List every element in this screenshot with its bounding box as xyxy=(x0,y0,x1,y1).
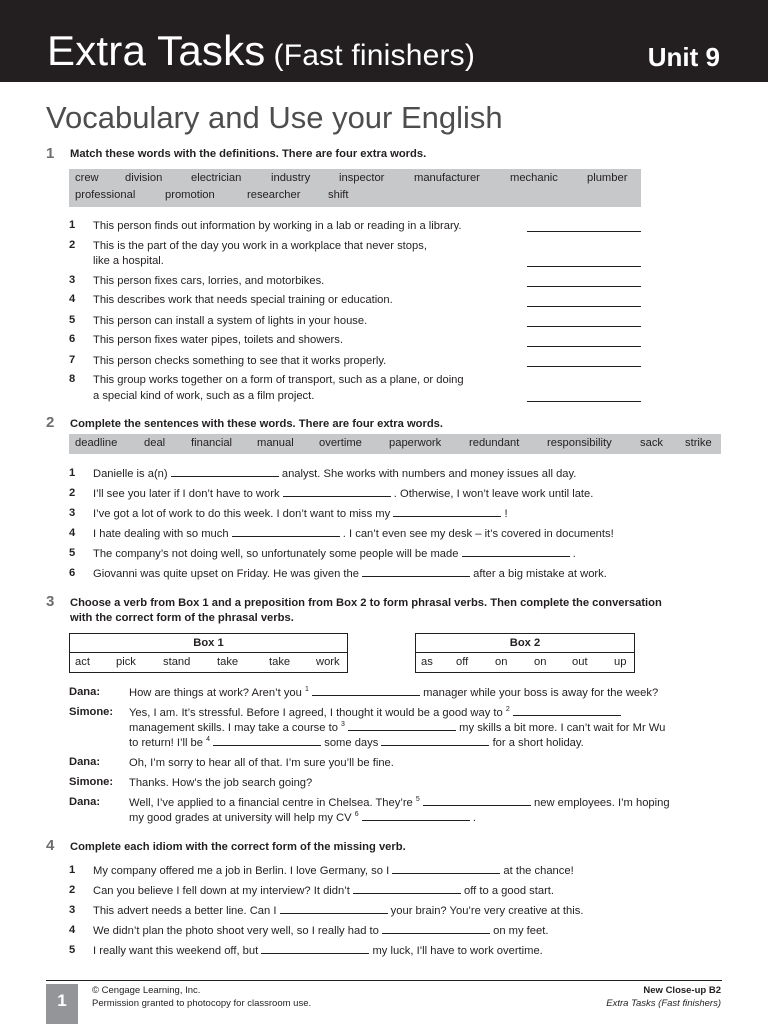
question-number: 6 xyxy=(69,567,76,579)
sentence-end: your brain? You’re very creative at this. xyxy=(390,905,584,917)
answer-line[interactable] xyxy=(527,366,641,367)
word: inspector xyxy=(339,172,385,184)
dialogue-line xyxy=(129,705,621,721)
exercise-2-number: 2 xyxy=(46,414,55,431)
dialogue-text: to return! I’ll be xyxy=(129,737,203,749)
dialogue-line: Thanks. How’s the job search going? xyxy=(129,777,313,789)
footer-book-subtitle: Extra Tasks (Fast finishers) xyxy=(606,998,721,1009)
answer-line[interactable] xyxy=(527,346,641,347)
word: financial xyxy=(191,437,233,449)
question-text: This person finds out information by working in a lab or reading in a library. xyxy=(93,220,462,232)
exercise-1-instruction: Match these words with the definitions. There are four extra words. xyxy=(70,148,427,160)
answer-blank[interactable] xyxy=(171,467,279,477)
box-1 xyxy=(69,633,348,673)
page-header xyxy=(0,0,768,82)
question-text: This person can install a system of lights in your house. xyxy=(93,315,368,327)
sentence xyxy=(93,923,548,939)
sentence-start: I really want this weekend off, but xyxy=(93,945,259,957)
question-number: 1 xyxy=(69,864,76,876)
sentence-end: . Otherwise, I won’t leave work until late. xyxy=(393,488,594,500)
word: overtime xyxy=(319,437,362,449)
box-1-word: act xyxy=(75,656,90,668)
answer-blank[interactable] xyxy=(381,736,489,746)
word: researcher xyxy=(247,189,301,201)
word: electrician xyxy=(191,172,242,184)
question-number: 8 xyxy=(69,373,76,385)
word: plumber xyxy=(587,172,628,184)
sentence-start: I’ll see you later if I don’t have to work xyxy=(93,488,280,500)
sentence-end: . I can’t even see my desk – it’s covered in documents! xyxy=(342,528,614,540)
sentence-end: on my feet. xyxy=(493,925,549,937)
dialogue-text: new employees. I’m hoping xyxy=(534,797,670,809)
sentence-end: off to a good start. xyxy=(464,885,555,897)
answer-blank[interactable] xyxy=(362,811,470,821)
question-number: 5 xyxy=(69,944,76,956)
sentence-start: I hate dealing with so much xyxy=(93,528,229,540)
footer-divider xyxy=(46,980,722,981)
sentence xyxy=(93,526,614,542)
question-number: 3 xyxy=(69,507,76,519)
box-1-word: work xyxy=(316,656,340,668)
box-2-word: on xyxy=(495,656,508,668)
sentence xyxy=(93,943,543,959)
exercise-1-word-box xyxy=(69,169,641,207)
dialogue-text: my good grades at university will help my CV xyxy=(129,812,352,824)
exercise-2-word-box xyxy=(69,434,721,454)
answer-blank[interactable] xyxy=(513,706,621,716)
answer-blank[interactable] xyxy=(353,884,461,894)
question-number: 6 xyxy=(69,333,76,345)
box-2-title: Box 2 xyxy=(416,634,634,653)
answer-blank[interactable] xyxy=(312,686,420,696)
sentence-end: after a big mistake at work. xyxy=(473,568,607,580)
question-number: 2 xyxy=(69,884,76,896)
sentence xyxy=(93,903,583,919)
answer-blank[interactable] xyxy=(392,864,500,874)
sentence-start: My company offered me a job in Berlin. I love Germany, so I xyxy=(93,865,390,877)
answer-blank[interactable] xyxy=(213,736,321,746)
word: manufacturer xyxy=(414,172,480,184)
dialogue-text: some days xyxy=(324,737,379,749)
answer-blank[interactable] xyxy=(280,904,388,914)
answer-blank[interactable] xyxy=(423,796,531,806)
word: division xyxy=(125,172,163,184)
unit-label: Unit 9 xyxy=(647,42,720,72)
answer-blank[interactable] xyxy=(382,924,490,934)
word: professional xyxy=(75,189,136,201)
question-text: like a hospital. xyxy=(93,255,164,267)
box-1-title: Box 1 xyxy=(70,634,347,653)
footer-copyright: © Cengage Learning, Inc. xyxy=(92,985,201,996)
sentence-start: Can you believe I fell down at my interview? It didn’t xyxy=(93,885,350,897)
dialogue-text: management skills. I may take a course to xyxy=(129,722,338,734)
gap-number: 2 xyxy=(505,706,510,713)
answer-line[interactable] xyxy=(527,286,641,287)
footer-book-title: New Close-up B2 xyxy=(643,985,721,996)
box-1-word: take xyxy=(217,656,239,668)
sentence xyxy=(93,486,593,502)
dialogue-text: . xyxy=(472,812,476,824)
answer-blank[interactable] xyxy=(362,567,470,577)
question-text: a special kind of work, such as a film project. xyxy=(93,390,315,402)
box-1-word: stand xyxy=(163,656,191,668)
dialogue-text: Yes, I am. It’s stressful. Before I agreed, I thought it would be a good way to xyxy=(129,707,503,719)
question-number: 4 xyxy=(69,293,76,305)
gap-number: 4 xyxy=(206,736,211,743)
sentence-end: my luck, I’ll have to work overtime. xyxy=(372,945,543,957)
gap-number: 1 xyxy=(304,686,309,693)
exercise-2-instruction: Complete the sentences with these words. There are four extra words. xyxy=(70,418,444,430)
sentence xyxy=(93,466,576,482)
answer-line[interactable] xyxy=(527,401,641,402)
sentence-start: I’ve got a lot of work to do this week. I don’t want to miss my xyxy=(93,508,391,520)
title-subtitle: (Fast finishers) xyxy=(273,39,476,72)
word: redundant xyxy=(469,437,520,449)
gap-number: 3 xyxy=(341,721,345,728)
exercise-3-instruction: Choose a verb from Box 1 and a preposition from Box 2 to form phrasal verbs. Then complete the conversation with the correct form of the phrasal verbs. xyxy=(70,597,662,624)
question-text: This describes work that needs special training or education. xyxy=(93,294,393,306)
answer-blank[interactable] xyxy=(462,547,570,557)
sentence-start: The company’s not doing well, so unfortunately some people will be made xyxy=(93,548,459,560)
dialogue-line xyxy=(129,795,670,811)
dialogue-text: manager while your boss is away for the week? xyxy=(423,687,659,699)
exercise-3-number: 3 xyxy=(46,593,55,610)
word: manual xyxy=(257,437,294,449)
question-text: This group works together on a form of transport, such as a plane, or doing xyxy=(93,374,464,386)
word: promotion xyxy=(165,189,215,201)
speaker-name: Simone: xyxy=(69,776,114,788)
dialogue-text: my skills a bit more. I can’t wait for Mr Wu xyxy=(459,722,666,734)
answer-blank[interactable] xyxy=(348,721,456,731)
question-number: 1 xyxy=(69,467,76,479)
question-text: This person checks something to see that it works properly. xyxy=(93,355,387,367)
sentence-start: Giovanni was quite upset on Friday. He was given the xyxy=(93,568,359,580)
question-number: 4 xyxy=(69,924,76,936)
sentence-start: This advert needs a better line. Can I xyxy=(93,905,277,917)
sentence xyxy=(93,546,576,562)
answer-blank[interactable] xyxy=(232,527,340,537)
question-text: This is the part of the day you work in a workplace that never stops, xyxy=(93,240,427,252)
answer-blank[interactable] xyxy=(283,487,391,497)
question-number: 2 xyxy=(69,239,76,251)
box-2-word: as xyxy=(421,656,433,668)
footer-permission: Permission granted to photocopy for classroom use. xyxy=(92,998,312,1009)
speaker-name: Simone: xyxy=(69,706,114,718)
word: paperwork xyxy=(389,437,442,449)
box-2-word: out xyxy=(572,656,588,668)
question-number: 3 xyxy=(69,274,76,286)
dialogue-text: Well, I’ve applied to a financial centre in Chelsea. They’re xyxy=(129,797,413,809)
gap-number: 5 xyxy=(415,796,420,803)
question-number: 3 xyxy=(69,904,76,916)
question-number: 5 xyxy=(69,314,76,326)
box-1-word: take xyxy=(269,656,291,668)
question-number: 7 xyxy=(69,354,76,366)
dialogue-line xyxy=(129,810,476,826)
question-number: 5 xyxy=(69,547,76,559)
word: shift xyxy=(328,189,349,201)
word: deadline xyxy=(75,437,118,449)
sentence-end: analyst. She works with numbers and money issues all day. xyxy=(281,468,577,480)
sentence-end: at the chance! xyxy=(503,865,574,877)
dialogue-line: Oh, I’m sorry to hear all of that. I’m sure you’ll be fine. xyxy=(129,757,394,769)
answer-line[interactable] xyxy=(527,306,641,307)
speaker-name: Dana: xyxy=(69,796,101,808)
box-2-word: on xyxy=(534,656,547,668)
dialogue-line xyxy=(129,685,658,701)
question-number: 2 xyxy=(69,487,76,499)
sentence xyxy=(93,883,554,899)
box-2-word: off xyxy=(456,656,469,668)
answer-blank[interactable] xyxy=(261,944,369,954)
word: industry xyxy=(271,172,311,184)
exercise-4-number: 4 xyxy=(46,837,55,854)
gap-number: 6 xyxy=(354,811,359,818)
answer-blank[interactable] xyxy=(393,507,501,517)
word: crew xyxy=(75,172,99,184)
section-title: Vocabulary and Use your English xyxy=(46,100,503,135)
question-text: This person fixes water pipes, toilets and showers. xyxy=(93,334,343,346)
speaker-name: Dana: xyxy=(69,756,101,768)
sentence-start: We didn’t plan the photo shoot very well, so I really had to xyxy=(93,925,379,937)
question-number: 4 xyxy=(69,527,76,539)
box-1-word: pick xyxy=(116,656,136,668)
title-text: Extra Tasks xyxy=(47,27,266,74)
question-text: This person fixes cars, lorries, and motorbikes. xyxy=(93,275,325,287)
dialogue-text: How are things at work? Aren’t you xyxy=(129,687,302,699)
word: responsibility xyxy=(547,437,612,449)
word: mechanic xyxy=(510,172,558,184)
page-number: 1 xyxy=(46,984,78,1024)
sentence xyxy=(93,863,574,879)
sentence-start: Danielle is a(n) xyxy=(93,468,168,480)
exercise-4-instruction: Complete each idiom with the correct form of the missing verb. xyxy=(70,841,406,853)
answer-line[interactable] xyxy=(527,326,641,327)
sentence xyxy=(93,506,508,522)
speaker-name: Dana: xyxy=(69,686,101,698)
word: strike xyxy=(685,437,712,449)
box-2-word: up xyxy=(614,656,627,668)
dialogue-line xyxy=(129,720,665,736)
dialogue-line xyxy=(129,735,584,751)
answer-line[interactable] xyxy=(527,231,641,232)
question-number: 1 xyxy=(69,219,76,231)
answer-line[interactable] xyxy=(527,266,641,267)
sentence-end: ! xyxy=(504,508,508,520)
box-2 xyxy=(415,633,635,673)
sentence-end: . xyxy=(572,548,576,560)
dialogue-text: for a short holiday. xyxy=(492,737,584,749)
page-title xyxy=(47,28,475,79)
exercise-1-number: 1 xyxy=(46,145,55,162)
word: deal xyxy=(144,437,166,449)
sentence xyxy=(93,566,607,582)
word: sack xyxy=(640,437,664,449)
